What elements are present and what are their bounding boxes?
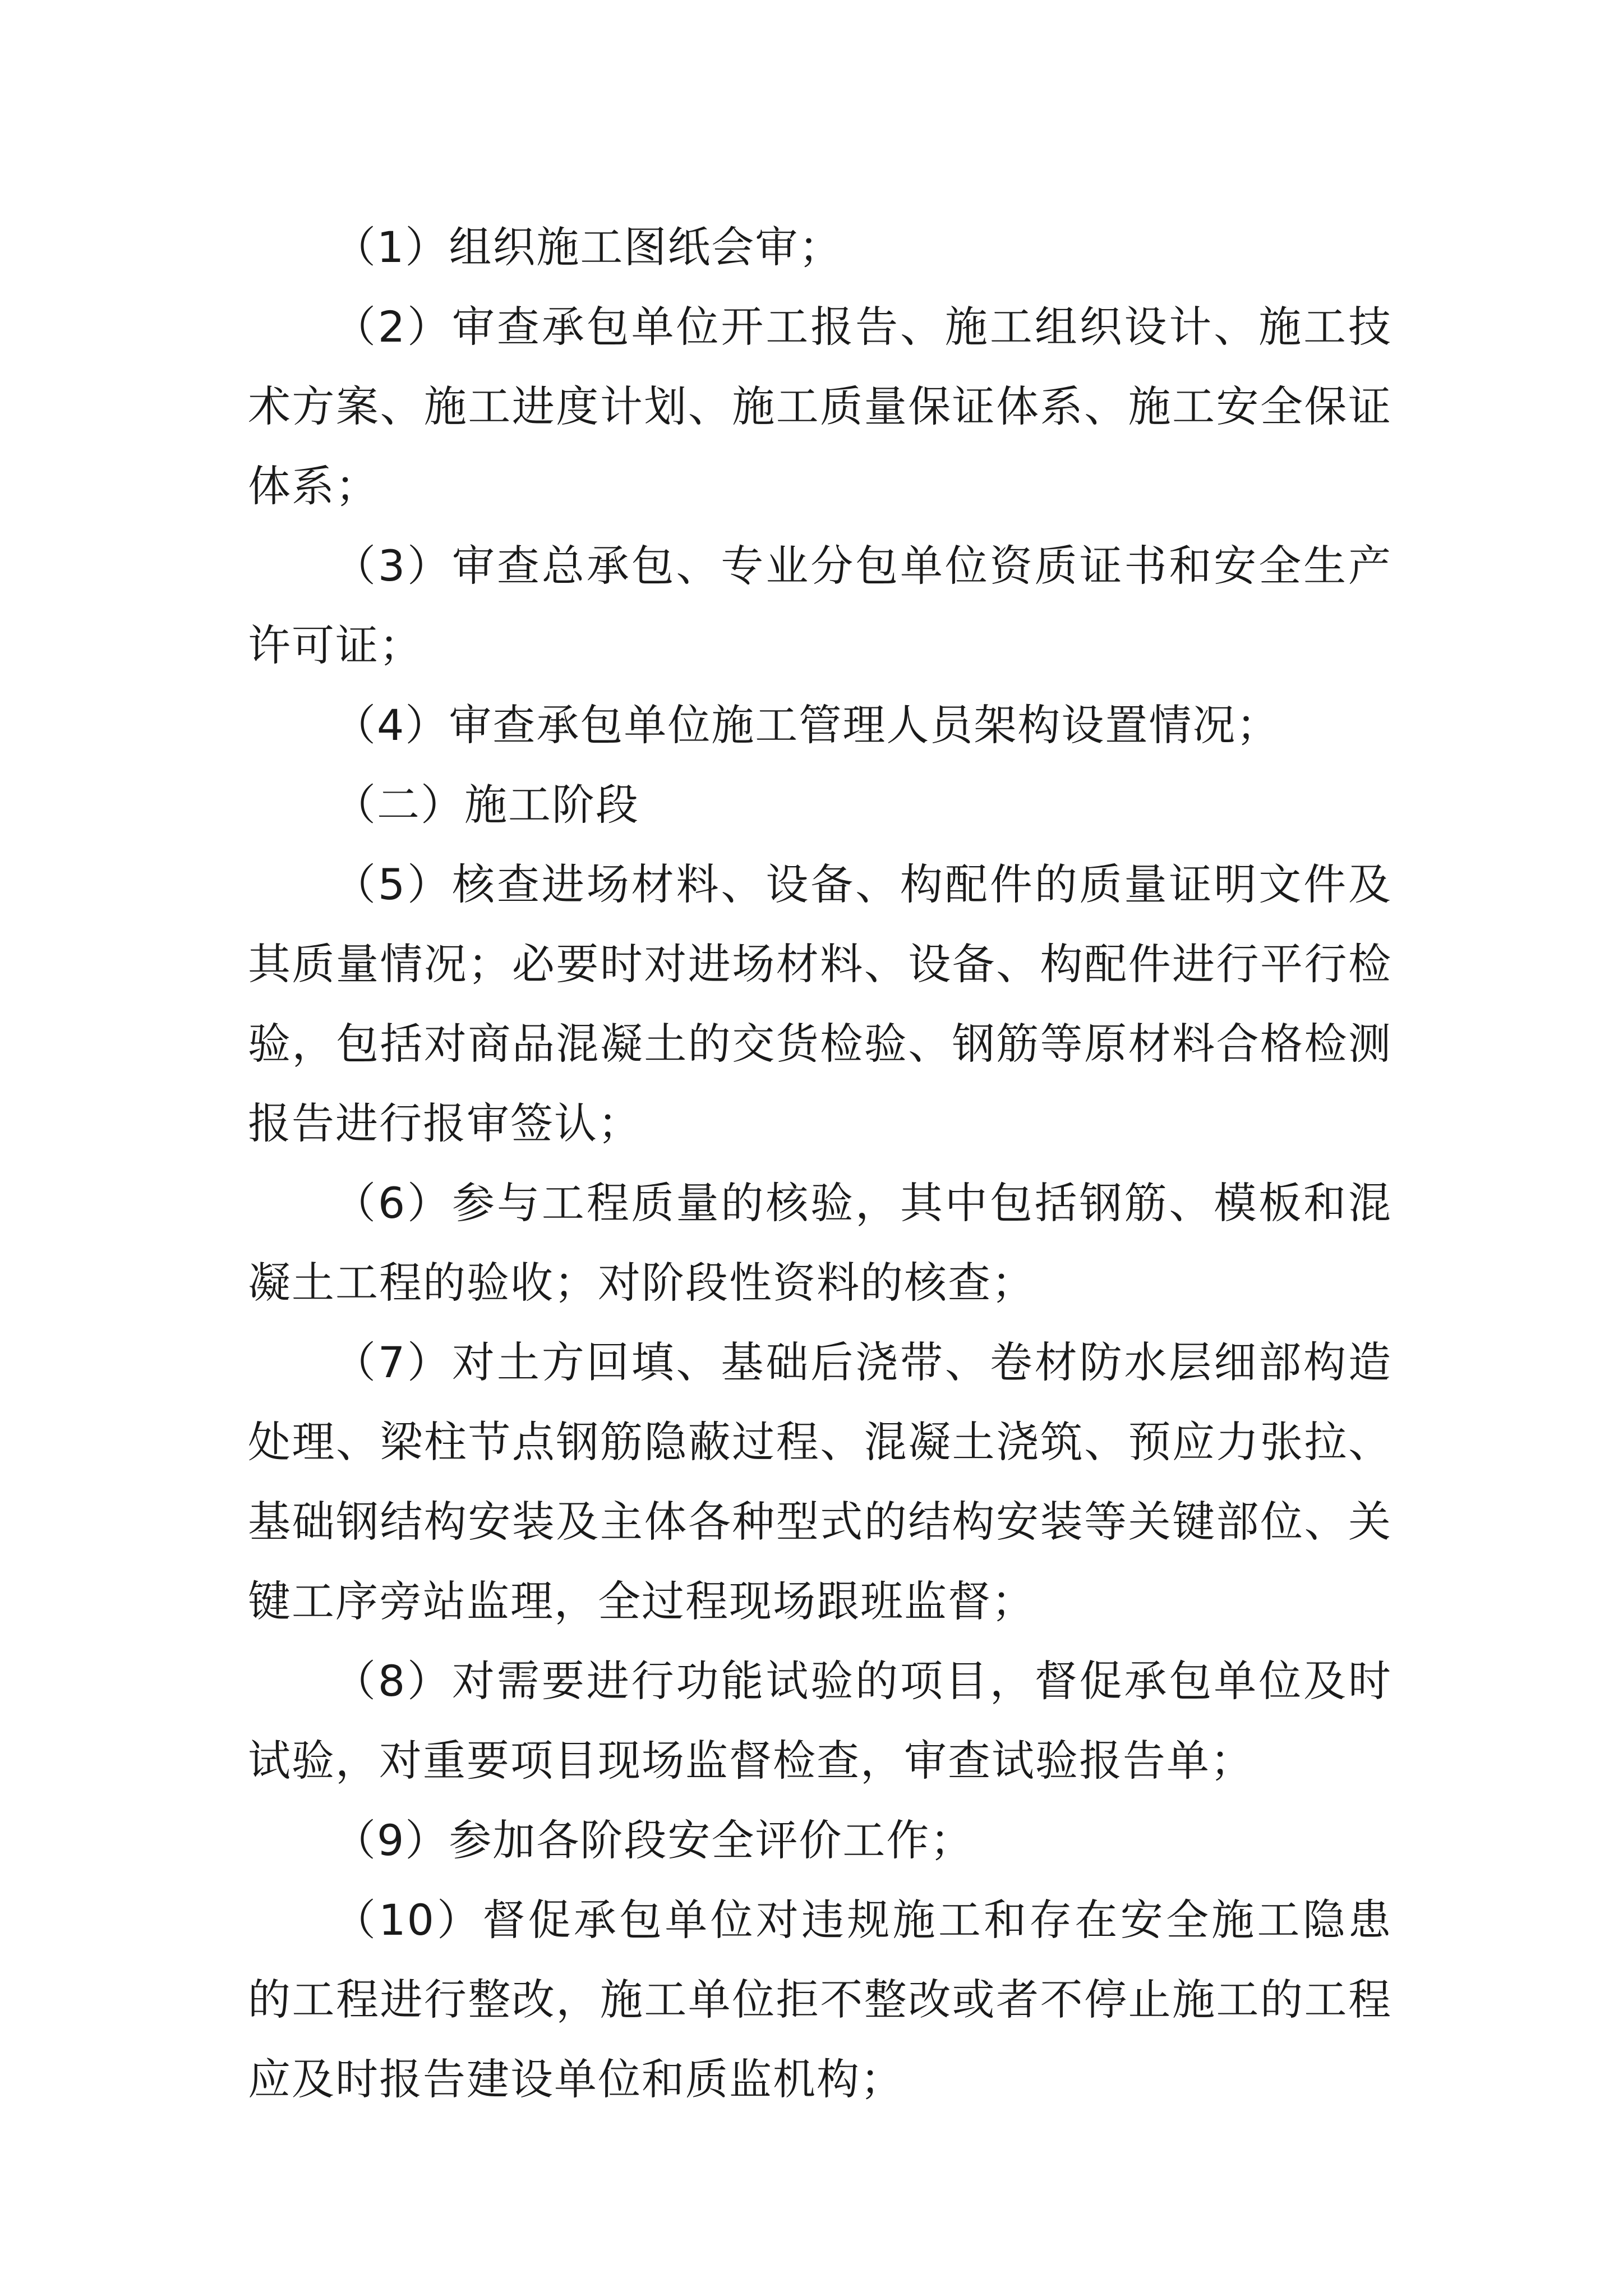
list-item-2: （2）审查承包单位开工报告、施工组织设计、施工技术方案、施工进度计划、施工质量保证体系、施工安全保证体系；	[248, 302, 1392, 511]
list-item-8: （8）对需要进行功能试验的项目，督促承包单位及时试验，对重要项目现场监督检查，审查试验报告单；	[248, 1656, 1392, 1786]
list-item-6: （6）参与工程质量的核验，其中包括钢筋、模板和混凝土工程的验收；对阶段性资料的核查；	[248, 1178, 1392, 1308]
document-body	[248, 208, 1392, 2119]
section-heading-construction-stage: （二）施工阶段	[333, 780, 639, 830]
list-item-10: （10）督促承包单位对违规施工和存在安全施工隐患的工程进行整改，施工单位拒不整改或者不停止施工的工程应及时报告建设单位和质监机构；	[248, 1895, 1392, 2104]
list-item-9: （9）参加各阶段安全评价工作；	[333, 1815, 974, 1865]
list-item-5: （5）核查进场材料、设备、构配件的质量证明文件及其质量情况；必要时对进场材料、设备、构配件进行平行检验，包括对商品混凝土的交货检验、钢筋等原材料合格检测报告进行报审签认；	[248, 859, 1392, 1148]
list-item-4: （4）审查承包单位施工管理人员架构设置情况；	[333, 700, 1280, 750]
list-item-3: （3）审查总承包、专业分包单位资质证书和安全生产许可证；	[248, 541, 1392, 670]
list-item-7: （7）对土方回填、基础后浇带、卷材防水层细部构造处理、梁柱节点钢筋隐蔽过程、混凝土浇筑、预应力张拉、基础钢结构安装及主体各种型式的结构安装等关键部位、关键工序旁站监理，全过程现场跟班监督；	[248, 1337, 1392, 1626]
list-item-1: （1）组织施工图纸会审；	[333, 222, 843, 272]
